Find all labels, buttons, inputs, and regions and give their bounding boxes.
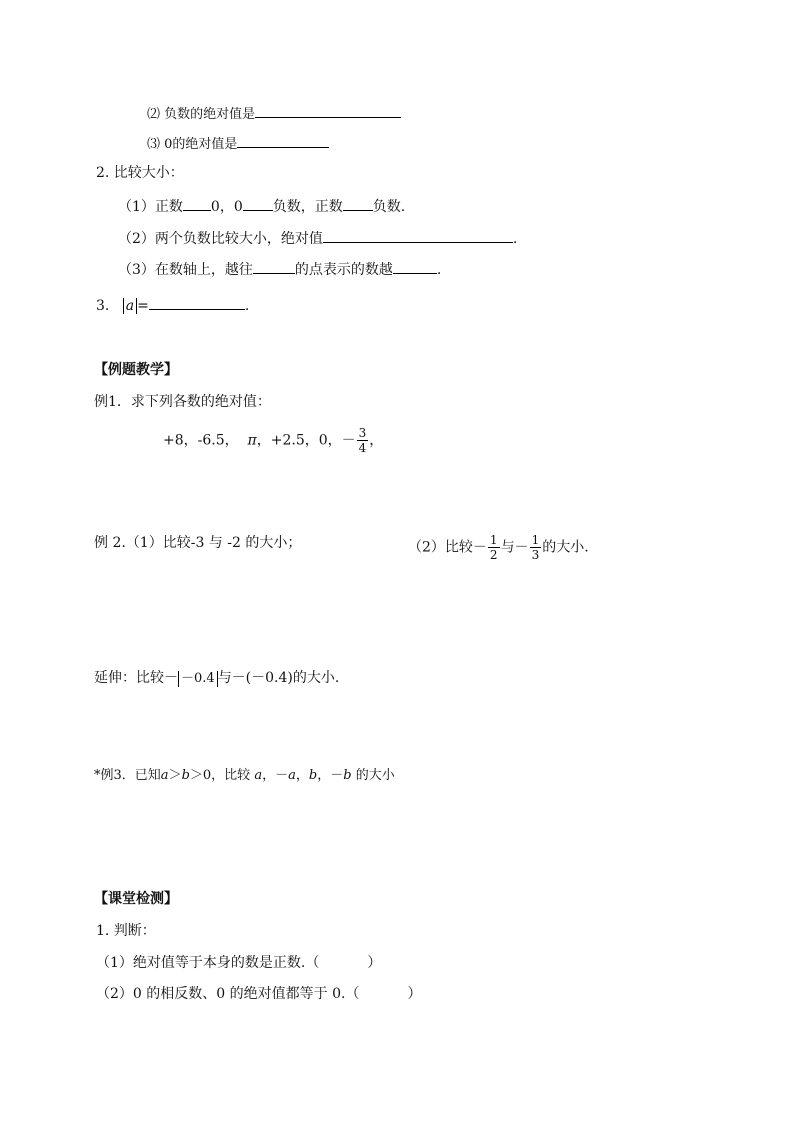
- check-q1-2-text: ）: [407, 986, 422, 1002]
- q2-sub3: [118, 258, 441, 280]
- ex2-text: 与－: [500, 539, 529, 556]
- ex3-text: ，: [295, 768, 309, 783]
- example-heading: 【例题教学】: [94, 362, 178, 378]
- extension: [94, 668, 339, 688]
- q2-sub2: [118, 227, 517, 249]
- answer-blank[interactable]: [183, 195, 211, 211]
- q2-sub1-text: 0，0: [210, 199, 243, 215]
- ex3-text: ＞0，比较: [189, 768, 251, 783]
- q2-sub2-text: （2）两个负数比较大小，绝对值: [118, 231, 323, 247]
- q2-sub1-text: （1）正数: [118, 199, 183, 215]
- q2-sub3-text: 的点表示的数越: [294, 262, 393, 278]
- numerator: 1: [489, 533, 498, 547]
- q3-equals: =: [137, 298, 149, 314]
- var-a: a: [288, 768, 296, 783]
- numerator: 3: [358, 426, 367, 440]
- denominator: 3: [531, 548, 540, 562]
- numerator: 1: [531, 533, 540, 547]
- item-3-label: ⑶ 0的绝对值是: [147, 137, 238, 152]
- var-b: b: [181, 768, 190, 783]
- q2-sub3-text: .: [436, 262, 442, 278]
- q3-number: 3.: [96, 298, 110, 314]
- check-q1-1-text: （1）绝对值等于本身的数是正数.（: [96, 955, 320, 971]
- q3: [96, 294, 249, 316]
- item-2: [147, 102, 401, 125]
- abs-a: a: [123, 298, 137, 314]
- item-3: [147, 132, 329, 155]
- ex2-part1: 例 2.（1）比较-3 与 -2 的大小；: [94, 535, 302, 551]
- ex3-text: ＞: [168, 768, 182, 783]
- q2-sub1-text: 负数，正数: [272, 199, 343, 215]
- ext-text: 延伸：比较－: [94, 670, 178, 686]
- check-q1-1-text: ）: [367, 955, 382, 971]
- ex3-text: *例3．已知: [94, 768, 161, 783]
- answer-blank[interactable]: [393, 258, 437, 274]
- ext-text: 与－(－0.4)的大小.: [217, 670, 340, 686]
- answer-blank[interactable]: [149, 294, 245, 310]
- ex1-list: [163, 426, 383, 455]
- ex1-text: ，: [369, 432, 384, 449]
- answer-blank[interactable]: [237, 132, 329, 148]
- q2-sub1: [118, 195, 405, 217]
- check-q1-2: [96, 984, 421, 1004]
- denominator: 4: [358, 441, 367, 455]
- abs-value: －0.4: [178, 671, 218, 687]
- ex2-text: 的大小.: [542, 539, 589, 556]
- var-a: a: [254, 768, 263, 783]
- answer-blank[interactable]: [343, 195, 373, 211]
- ex1-title: 例1．求下列各数的绝对值：: [94, 394, 271, 410]
- var-a: a: [160, 768, 169, 783]
- check-q1-2-text: （2）0 的相反数、0 的绝对值都等于 0.（: [96, 986, 360, 1002]
- pi-symbol: π: [247, 432, 257, 449]
- fraction-3-4: [357, 426, 369, 455]
- var-b: b: [308, 768, 318, 783]
- item-2-label: ⑵ 负数的绝对值是: [147, 107, 256, 122]
- check-q1-title: 1. 判断：: [96, 923, 156, 939]
- ex2-text: （2）比较－: [408, 539, 487, 556]
- check-q1-1: [96, 953, 381, 973]
- ex3: [94, 766, 395, 786]
- check-heading: 【课堂检测】: [94, 891, 178, 907]
- q2-title: 2. 比较大小：: [96, 165, 184, 181]
- ex2-part2: [408, 533, 589, 562]
- q2-sub2-text: .: [512, 231, 518, 247]
- ex3-text: ，－: [317, 768, 344, 783]
- answer-blank[interactable]: [255, 102, 401, 118]
- ex3-text: 的大小: [355, 768, 395, 783]
- ex1-text: +8，-6.5，: [163, 432, 239, 449]
- q2-sub3-text: （3）在数轴上，越往: [118, 262, 253, 278]
- ex1-text: ，+2.5，0，－: [256, 432, 356, 449]
- answer-blank[interactable]: [323, 227, 513, 243]
- q3-end: .: [244, 298, 250, 314]
- denominator: 2: [489, 548, 498, 562]
- answer-blank[interactable]: [253, 258, 295, 274]
- ex3-text: ，－: [262, 768, 289, 783]
- answer-blank[interactable]: [243, 195, 273, 211]
- fraction-1-2: [488, 533, 500, 562]
- fraction-1-3: [530, 533, 542, 562]
- q2-sub1-text: 负数.: [372, 199, 406, 215]
- var-b: b: [343, 768, 352, 783]
